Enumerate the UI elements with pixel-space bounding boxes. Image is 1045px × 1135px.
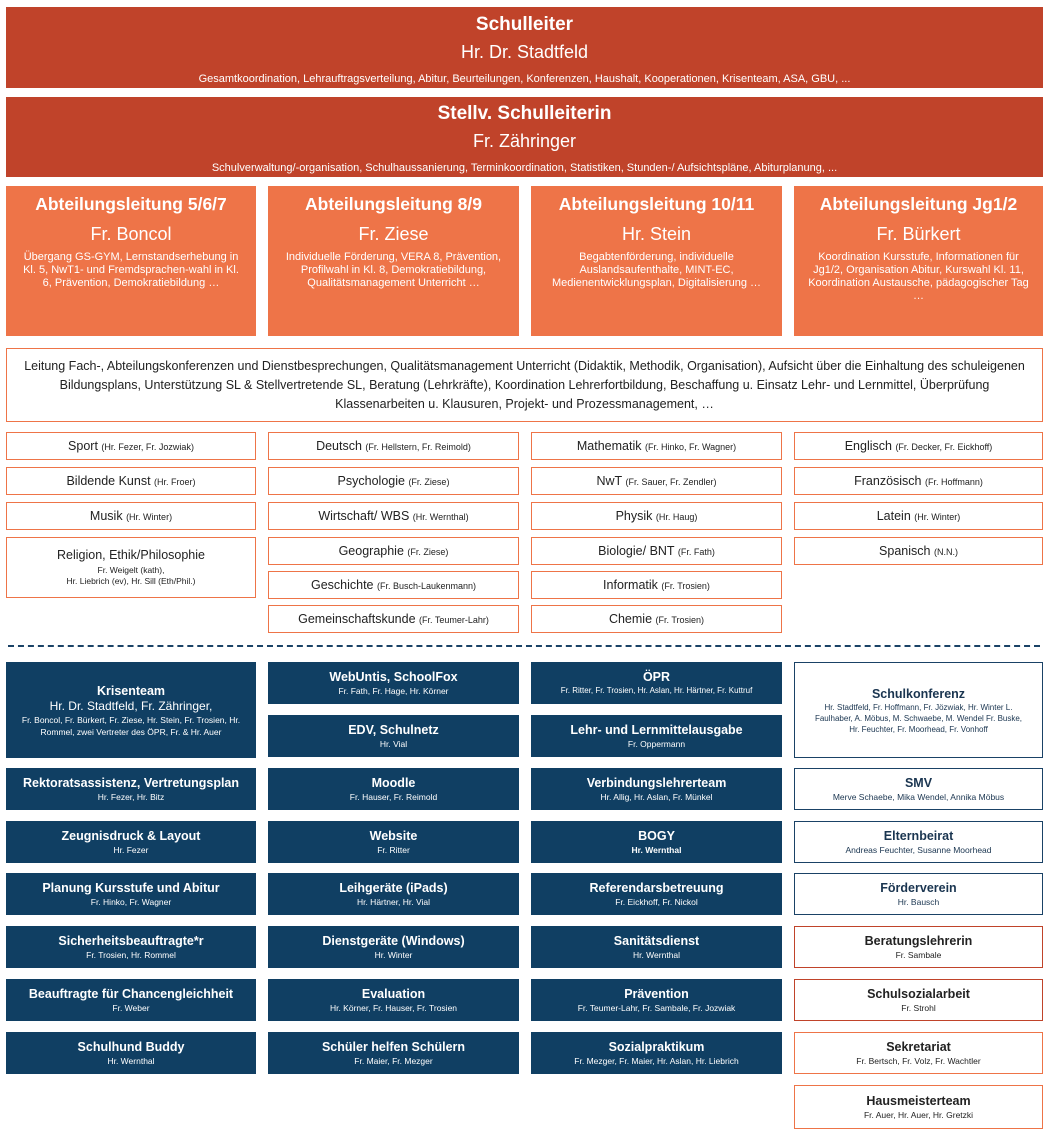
subject-name: Französisch [854,474,922,488]
body-box [794,1032,1043,1074]
body-title: Sekretariat [886,1040,951,1054]
team-title: Moodle [371,776,416,790]
team-box [268,715,519,757]
subject-teachers: (Hr. Haug) [655,512,698,522]
subject-item [531,502,782,530]
department-box [268,186,519,336]
department-duties: Begabtenförderung, individuelle Auslandsaufenthalte, MINT-EC, Medienentwicklungsplan, Digitalisierung … [551,251,762,289]
team-box [6,1032,256,1074]
deputy-box [6,97,1043,177]
team-title: Sozialpraktikum [608,1040,705,1054]
subject-item [531,571,782,599]
subject-name: Informatik [603,578,658,592]
subject-name: Englisch [844,439,892,453]
subject-name: Musik [89,509,123,523]
body-members: Merve Schaebe, Mika Wendel, Annika Möbus [832,792,1005,802]
team-members: Hr. Fezer [113,845,149,855]
subject-item [794,502,1043,530]
subject-item [268,537,519,565]
subject-item [268,467,519,495]
subject-teachers: (Fr. Hellstern, Fr. Reimold) [365,442,471,452]
body-title: Förderverein [880,881,957,895]
body-title: Beratungslehrerin [864,934,973,948]
team-title: Verbindungslehrerteam [586,776,727,790]
subject-item [794,467,1043,495]
team-title: Evaluation [361,987,426,1001]
subject-teachers: (Hr. Winter) [914,512,961,522]
subject-name: Biologie/ BNT [598,544,675,558]
subject-teachers: (Hr. Fezer, Fr. Jozwiak) [101,442,194,452]
body-title: Schulsozialarbeit [867,987,970,1001]
team-members: Hr. Wernthal [107,1056,155,1066]
team-title: Lehr- und Lernmittelausgabe [570,723,743,737]
team-box [531,1032,782,1074]
team-box [268,768,519,810]
team-title: Zeugnisdruck & Layout [61,829,201,843]
subject-teachers: (Fr. Sauer, Fr. Zendler) [625,477,717,487]
team-members: Fr. Fath, Fr. Hage, Hr. Körner [338,686,449,696]
subject-teachers: Hr. Liebrich (ev), Hr. Sill (Eth/Phil.) [66,576,196,586]
team-title: ÖPR [642,670,671,684]
team-box [531,662,782,704]
team-box [531,821,782,863]
team-members: Hr. Wernthal [632,950,681,960]
subject-name: Bildende Kunst [66,474,151,488]
team-title: Dienstgeräte (Windows) [322,934,465,948]
team-members: Fr. Ritter [377,845,410,855]
team-box [268,873,519,915]
body-members: Fr. Strohl [901,1003,936,1013]
shared-duties-text: Leitung Fach-, Abteilungskonferenzen und Dienstbesprechungen, Qualitätsmanagement Unterricht (Didaktik, Methodik, Organisation), Aufsicht über die Einhaltung des schuleigenen Bildungsplans, Unterstützung SL & Stellvertretende SL, Beratung (Lehrkräfte), Koordination Lehrerfortbildung, Beschaffung u. Einsatz Lehr- und Lernmittel, Überprüfung Klassenarbeiten u. Klausuren, Projekt- und Prozessmanagement, … [24,358,1025,411]
principal-name: Hr. Dr. Stadtfeld [460,42,589,62]
team-box [268,979,519,1021]
team-title: Leihgeräte (iPads) [339,881,448,895]
subject-name: Wirtschaft/ WBS [318,509,410,523]
body-members: Hr. Bausch [897,897,940,907]
subject-item [6,467,256,495]
subject-item [268,502,519,530]
team-members: Hr. Winter [374,950,413,960]
team-box [268,1032,519,1074]
department-box [6,186,256,336]
body-box [794,662,1043,758]
subject-teachers: (Fr. Trosien) [661,581,710,591]
team-title: EDV, Schulnetz [348,723,439,737]
subject-name: Physik [615,509,653,523]
team-title: BOGY [638,829,675,843]
department-name: Hr. Stein [621,224,692,244]
subject-item [268,432,519,460]
subject-item [6,537,256,598]
subject-item [531,537,782,565]
subject-name: Deutsch [316,439,362,453]
department-duties: Übergang GS-GYM, Lernstandserhebung in Kl. 5, NwT1- und Fremdsprachen-wahl in Kl. 6, Prävention, Demokratiebildung … [23,251,239,289]
team-box [531,926,782,968]
team-members: Hr. Körner, Fr. Hauser, Fr. Trosien [329,1003,458,1013]
subject-name: Geographie [338,544,404,558]
deputy-duties: Schulverwaltung/-organisation, Schulhaussanierung, Terminkoordination, Statistiken, Stunden-/ Aufsichtspläne, Abiturplanung, ... [211,162,838,174]
team-members: Fr. Oppermann [627,739,686,749]
department-name: Fr. Bürkert [876,224,961,244]
team-members: Fr. Maier, Fr. Mezger [354,1056,433,1066]
team-members: Fr. Eickhoff, Fr. Nickol [615,897,698,907]
team-title: Schulhund Buddy [77,1040,185,1054]
subject-name: Religion, Ethik/Philosophie [56,548,205,562]
deputy-name: Fr. Zähringer [472,131,577,151]
subject-teachers: (Fr. Hoffmann) [925,477,983,487]
shared-duties-box [6,348,1043,422]
team-members: Fr. Boncol, Fr. Bürkert, Fr. Ziese, Hr. Stein, Fr. Trosien, Hr. Rommel, zwei Vertreter des ÖPR, Fr. & Hr. Auer [21,714,241,737]
subject-item [531,467,782,495]
subject-teachers: (Fr. Fath) [677,547,715,557]
body-members: Fr. Sambale [895,950,942,960]
principal-duties: Gesamtkoordination, Lehrauftragsverteilung, Abitur, Beurteilungen, Konferenzen, Haushalt, Kooperationen, Krisenteam, ASA, GBU, ... [198,73,851,85]
team-title: Beauftragte für Chancengleichheit [28,987,234,1001]
department-title: Abteilungsleitung Jg1/2 [819,194,1018,214]
team-title: Rektoratsassistenz, Vertretungsplan [22,776,240,790]
body-box [794,873,1043,915]
team-title: Referendarsbetreuung [589,881,724,895]
team-box [6,926,256,968]
section-divider [8,645,1040,647]
team-box [531,873,782,915]
subject-teachers: (Fr. Trosien) [655,615,705,625]
department-box [794,186,1043,336]
body-members: Hr. Stadtfeld, Fr. Hoffmann, Fr. Jözwiak, Hr. Winter L. Faulhaber, A. Möbus, M. Schwaebe, M. Wendel Fr. Buske, Hr. Feuchter, Fr. Moorhead, Fr. Vonhoff [814,702,1023,734]
team-box [268,821,519,863]
team-members: Hr. Wernthal [631,845,682,855]
body-title: Elternbeirat [883,829,954,843]
team-members: Fr. Hinko, Fr. Wagner [90,897,172,907]
principal-box [6,7,1043,88]
team-members: Fr. Weber [112,1003,150,1013]
body-members: Fr. Auer, Hr. Auer, Hr. Gretzki [863,1110,974,1120]
principal-title: Schulleiter [475,14,574,35]
team-title: Website [369,829,418,843]
team-members: Fr. Mezger, Fr. Maier, Hr. Aslan, Hr. Liebrich [574,1056,739,1066]
subject-teachers: (Fr. Hinko, Fr. Wagner) [644,442,737,452]
body-box [794,926,1043,968]
team-title: Krisenteam [96,683,166,698]
subject-item [268,605,519,633]
team-lead: Hr. Dr. Stadtfeld, Fr. Zähringer, [49,698,213,713]
team-title: Prävention [624,987,689,1001]
body-members: Fr. Bertsch, Fr. Volz, Fr. Wachtler [856,1056,981,1066]
team-title: Planung Kursstufe und Abitur [42,881,220,895]
subject-name: Geschichte [310,578,374,592]
subject-item [6,502,256,530]
team-title: Sanitätsdienst [613,934,700,948]
subject-teachers: (Fr. Ziese) [407,547,449,557]
team-members: Hr. Vial [379,739,408,749]
team-box [6,662,256,758]
subject-teachers: (Hr. Wernthal) [412,512,469,522]
subject-name: Latein [876,509,911,523]
subject-name: Spanisch [879,544,931,558]
deputy-title: Stellv. Schulleiterin [437,103,612,124]
subject-teachers: (Fr. Busch-Laukenmann) [376,581,477,591]
body-box [794,1085,1043,1129]
subject-teachers: (Fr. Ziese) [408,477,450,487]
subject-item [268,571,519,599]
subject-item [794,537,1043,565]
subject-teachers: (Hr. Winter) [126,512,173,522]
body-title: Schulkonferenz [871,686,966,701]
team-box [6,979,256,1021]
team-title: Sicherheitsbeauftragte*r [58,934,204,948]
subject-item [531,605,782,633]
team-members: Hr. Allig, Hr. Aslan, Fr. Münkel [600,792,713,802]
subject-name: Psychologie [337,474,405,488]
team-box [6,873,256,915]
subject-name: Chemie [608,612,653,626]
team-members: Hr. Härtner, Hr. Vial [356,897,431,907]
team-box [531,768,782,810]
department-name: Fr. Ziese [358,224,429,244]
subject-teachers: (Hr. Froer) [154,477,196,487]
body-box [794,821,1043,863]
team-members: Hr. Fezer, Hr. Bitz [97,792,165,802]
team-title: WebUntis, SchoolFox [329,670,458,684]
subject-item [6,432,256,460]
body-title: SMV [904,776,933,790]
body-title: Hausmeisterteam [866,1094,971,1108]
subject-item [531,432,782,460]
team-members: Fr. Ritter, Fr. Trosien, Hr. Aslan, Hr. Härtner, Fr. Kuttruf [560,686,753,695]
subject-teachers: (N.N.) [933,547,958,557]
subject-name: Mathematik [576,439,642,453]
department-duties: Koordination Kursstufe, Informationen für Jg1/2, Organisation Abitur, Kurswahl Kl. 11, Koordination Austausche, pädagogischer Tag … [808,251,1029,302]
body-box [794,768,1043,810]
subject-name: Sport [68,439,98,453]
department-duties: Individuelle Förderung, VERA 8, Prävention, Profilwahl in Kl. 8, Demokratiebildung, Qualitätsmanagement Unterricht … [285,251,502,289]
subject-name: NwT [596,474,622,488]
subject-teachers: (Fr. Teumer-Lahr) [419,615,489,625]
team-box [6,768,256,810]
team-box [531,979,782,1021]
department-title: Abteilungsleitung 5/6/7 [35,194,227,214]
team-members: Fr. Trosien, Hr. Rommel [86,950,176,960]
team-box [268,662,519,704]
subject-name: Gemeinschaftskunde [298,612,416,626]
team-members: Fr. Teumer-Lahr, Fr. Sambale, Fr. Jozwiak [577,1003,736,1013]
department-name: Fr. Boncol [90,224,172,244]
subject-teachers: (Fr. Decker, Fr. Eickhoff) [895,442,993,452]
team-members: Fr. Hauser, Fr. Reimold [349,792,438,802]
subject-teachers: Fr. Weigelt (kath), [97,565,165,575]
department-box [531,186,782,336]
team-box [6,821,256,863]
team-title: Schüler helfen Schülern [321,1040,466,1054]
team-box [531,715,782,757]
department-title: Abteilungsleitung 8/9 [305,194,482,214]
body-members: Andreas Feuchter, Susanne Moorhead [845,845,992,855]
subject-item [794,432,1043,460]
team-box [268,926,519,968]
department-title: Abteilungsleitung 10/11 [558,194,755,214]
body-box [794,979,1043,1021]
